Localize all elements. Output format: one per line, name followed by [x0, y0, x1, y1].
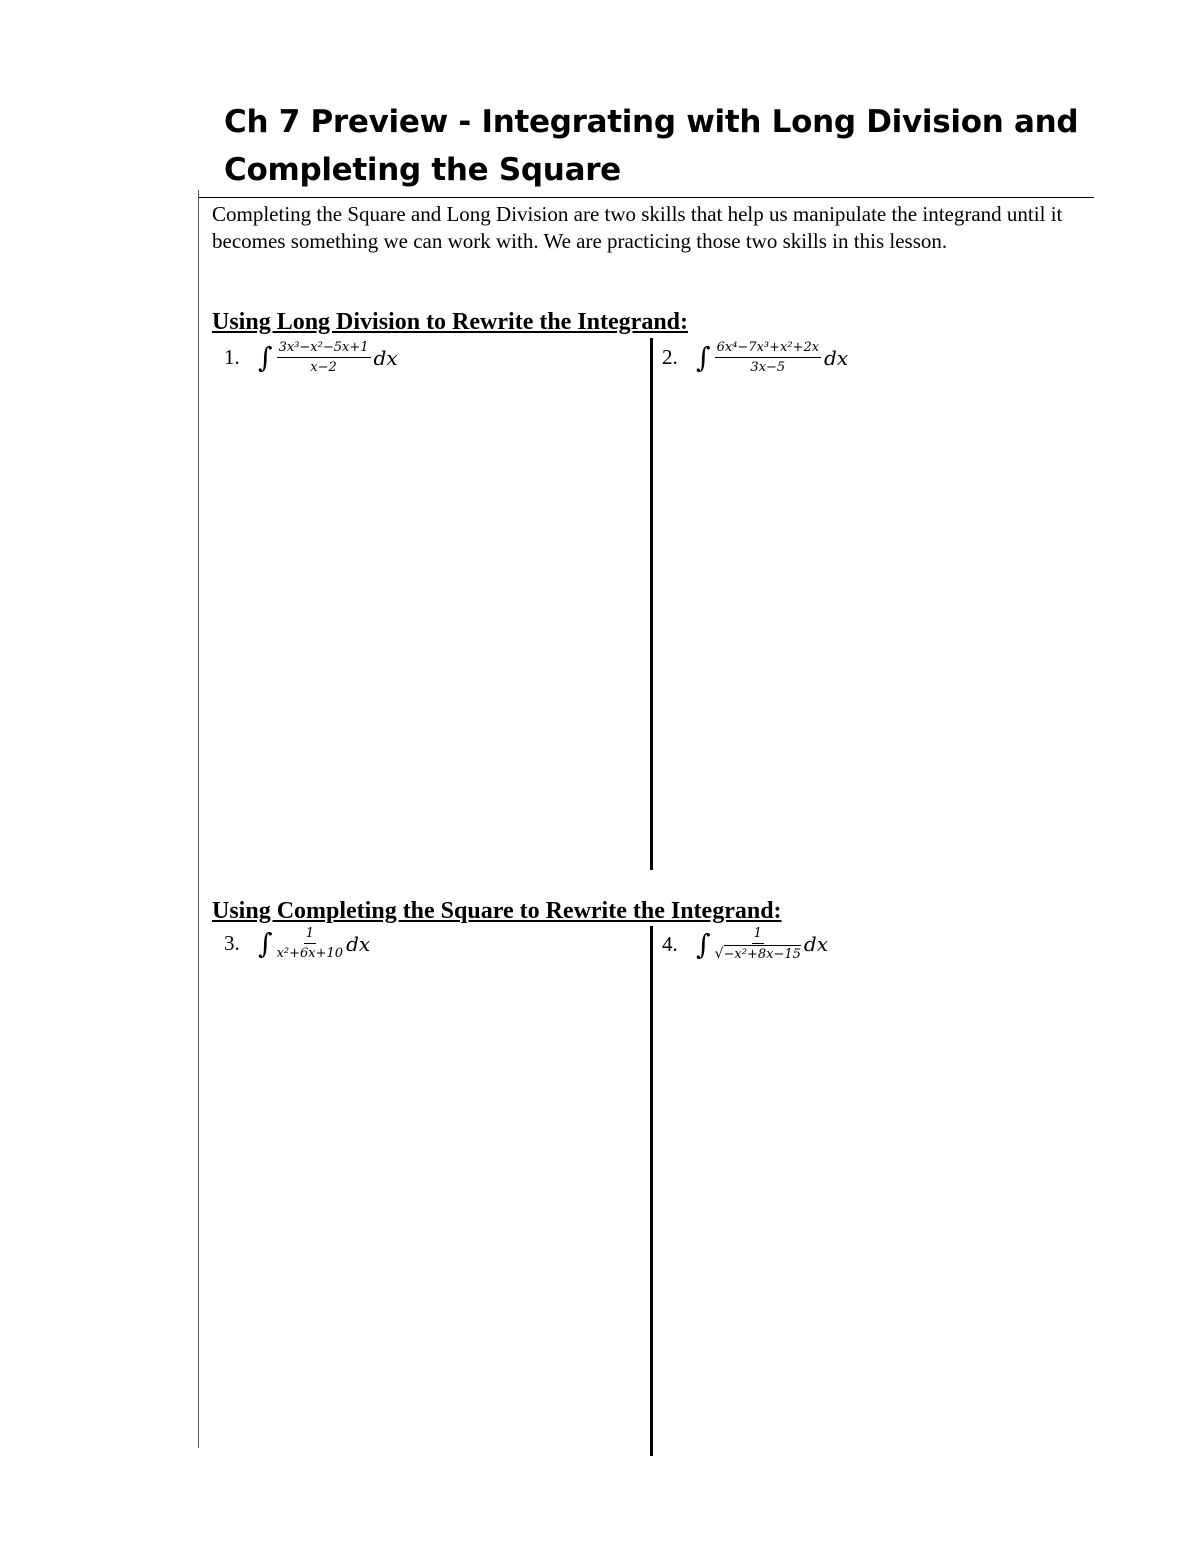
title-underline	[198, 197, 1094, 198]
fraction	[715, 926, 801, 962]
column-divider-2	[650, 926, 653, 1456]
numerator: 1	[752, 926, 764, 944]
numerator: 1	[304, 926, 316, 944]
problem-2	[662, 340, 848, 375]
differential: dx	[824, 345, 849, 370]
title-line-1: Ch 7 Preview - Integrating with Long Division and	[224, 104, 1079, 140]
section-heading-completing-square: Using Completing the Square to Rewrite the Integrand:	[212, 898, 782, 924]
page-title	[224, 98, 1124, 194]
problem-4	[662, 926, 828, 962]
problem-number: 2.	[662, 345, 678, 369]
problem-number: 4.	[662, 931, 678, 956]
column-divider-1	[650, 338, 653, 870]
title-line-2: Completing the Square	[224, 152, 621, 188]
integral-sign: ∫	[696, 341, 711, 374]
problem-1	[224, 340, 398, 375]
problem-3	[224, 926, 370, 961]
integral-sign: ∫	[258, 341, 273, 374]
radical-sign: √	[714, 946, 724, 962]
fraction	[277, 340, 371, 375]
fraction	[277, 926, 343, 961]
integral-sign: ∫	[696, 927, 711, 961]
denominator: x²+6x+10	[276, 946, 344, 961]
fraction	[715, 340, 821, 375]
radicand: −x²+8x−15	[723, 947, 801, 962]
problem-number: 1.	[224, 345, 240, 369]
left-margin-line	[198, 190, 199, 1448]
intro-paragraph: Completing the Square and Long Division are two skills that help us manipulate the integrand until it becomes something we can work with. We are practicing those two skills in this lesson.	[212, 202, 1063, 253]
denominator	[715, 944, 801, 962]
numerator: 3x³−x²−5x+1	[277, 340, 371, 358]
differential: dx	[346, 931, 371, 956]
section-heading-long-division: Using Long Division to Rewrite the Integrand:	[212, 309, 689, 335]
differential: dx	[373, 345, 398, 370]
denominator: x−2	[310, 360, 337, 375]
problem-number: 3.	[224, 931, 240, 955]
numerator: 6x⁴−7x³+x²+2x	[715, 340, 821, 358]
differential: dx	[803, 932, 828, 956]
denominator: 3x−5	[750, 360, 786, 375]
integral-sign: ∫	[258, 927, 273, 960]
